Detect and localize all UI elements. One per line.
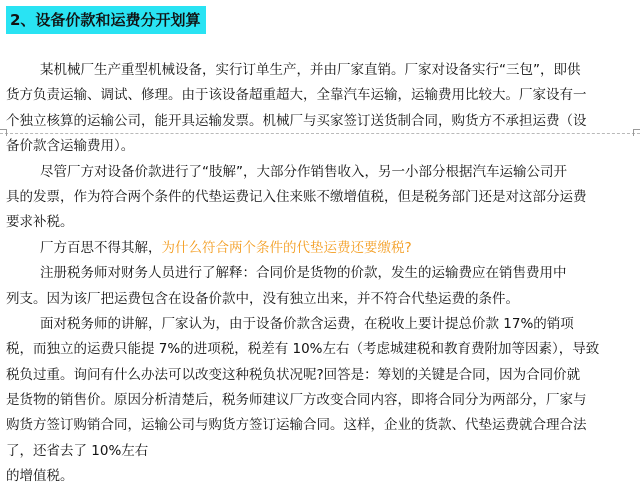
section-heading: 2、设备价款和运费分开划算 xyxy=(6,6,206,34)
paragraph-3-question: 为什么符合两个条件的代垫运费还要缴税? xyxy=(161,239,412,256)
paragraph-5-line-2: 税，而独立的运费只能提 7%的进项税，税差有 10%左右（考虑城建税和教育费附加等因素），导致 xyxy=(6,341,600,358)
paragraph-1-line-2: 货方负责运输、调试、修理。由于该设备超重超大，全靠汽车运输，运输费用比较大。厂家设有一 xyxy=(6,87,587,104)
paragraph-4-line-1: 注册税务师对财务人员进行了解释：合同价是货物的价款，发生的运输费应在销售费用中 xyxy=(40,265,567,282)
paragraph-5-line-7: 的增值税。 xyxy=(6,468,74,485)
paragraph-1-line-3: 个独立核算的运输公司，能开具运输发票。机械厂与买家签订送货制合同，购货方不承担运费（设 xyxy=(6,112,587,129)
document-body xyxy=(6,58,630,490)
paragraph-3 xyxy=(6,236,630,261)
paragraph-1-line-1: 某机械厂生产重型机械设备，实行订单生产，并由厂家直销。厂家对设备实行“三包”，即供 xyxy=(40,62,581,78)
paragraph-2-line-3: 要求补税。 xyxy=(6,214,74,231)
paragraph-3-prefix: 厂方百思不得其解， xyxy=(40,239,162,256)
paragraph-5-line-3: 税负过重。询问有什么办法可以改变这种税负状况呢?回答是：筹划的关键是合同，因为合同价就 xyxy=(6,366,581,383)
paragraph-2-line-2: 具的发票，作为符合两个条件的代垫运费记入住来账不缴增值税，但是税务部门还是对这部分运费 xyxy=(6,188,587,205)
paragraph-5-line-4: 是货物的销售价。原因分析清楚后，税务师建议厂方改变合同内容，即将合同分为两部分，厂家与 xyxy=(6,392,587,409)
paragraph-2-line-1: 尽管厂方对设备价款进行了“肢解”，大部分作销售收入，另一小部分根据汽车运输公司开 xyxy=(40,163,567,180)
paragraph-4-line-2: 列支。因为该厂把运费包含在设备价款中，没有独立出来，并不符合代垫运费的条件。 xyxy=(6,290,519,307)
paragraph-5-line-6: 了，还省去了 10%左右 xyxy=(6,442,149,459)
paragraph-5-line-5: 购货方签订购销合同，运输公司与购货方签订运输合同。这样，企业的货款、代垫运费就合理合法 xyxy=(6,417,587,434)
paragraph-5-line-1: 面对税务师的讲解，厂家认为，由于设备价款含运费，在税收上要计提总价款 17%的销项 xyxy=(40,315,574,332)
paragraph-1-line-4: 备价款含运输费用）。 xyxy=(6,138,135,155)
